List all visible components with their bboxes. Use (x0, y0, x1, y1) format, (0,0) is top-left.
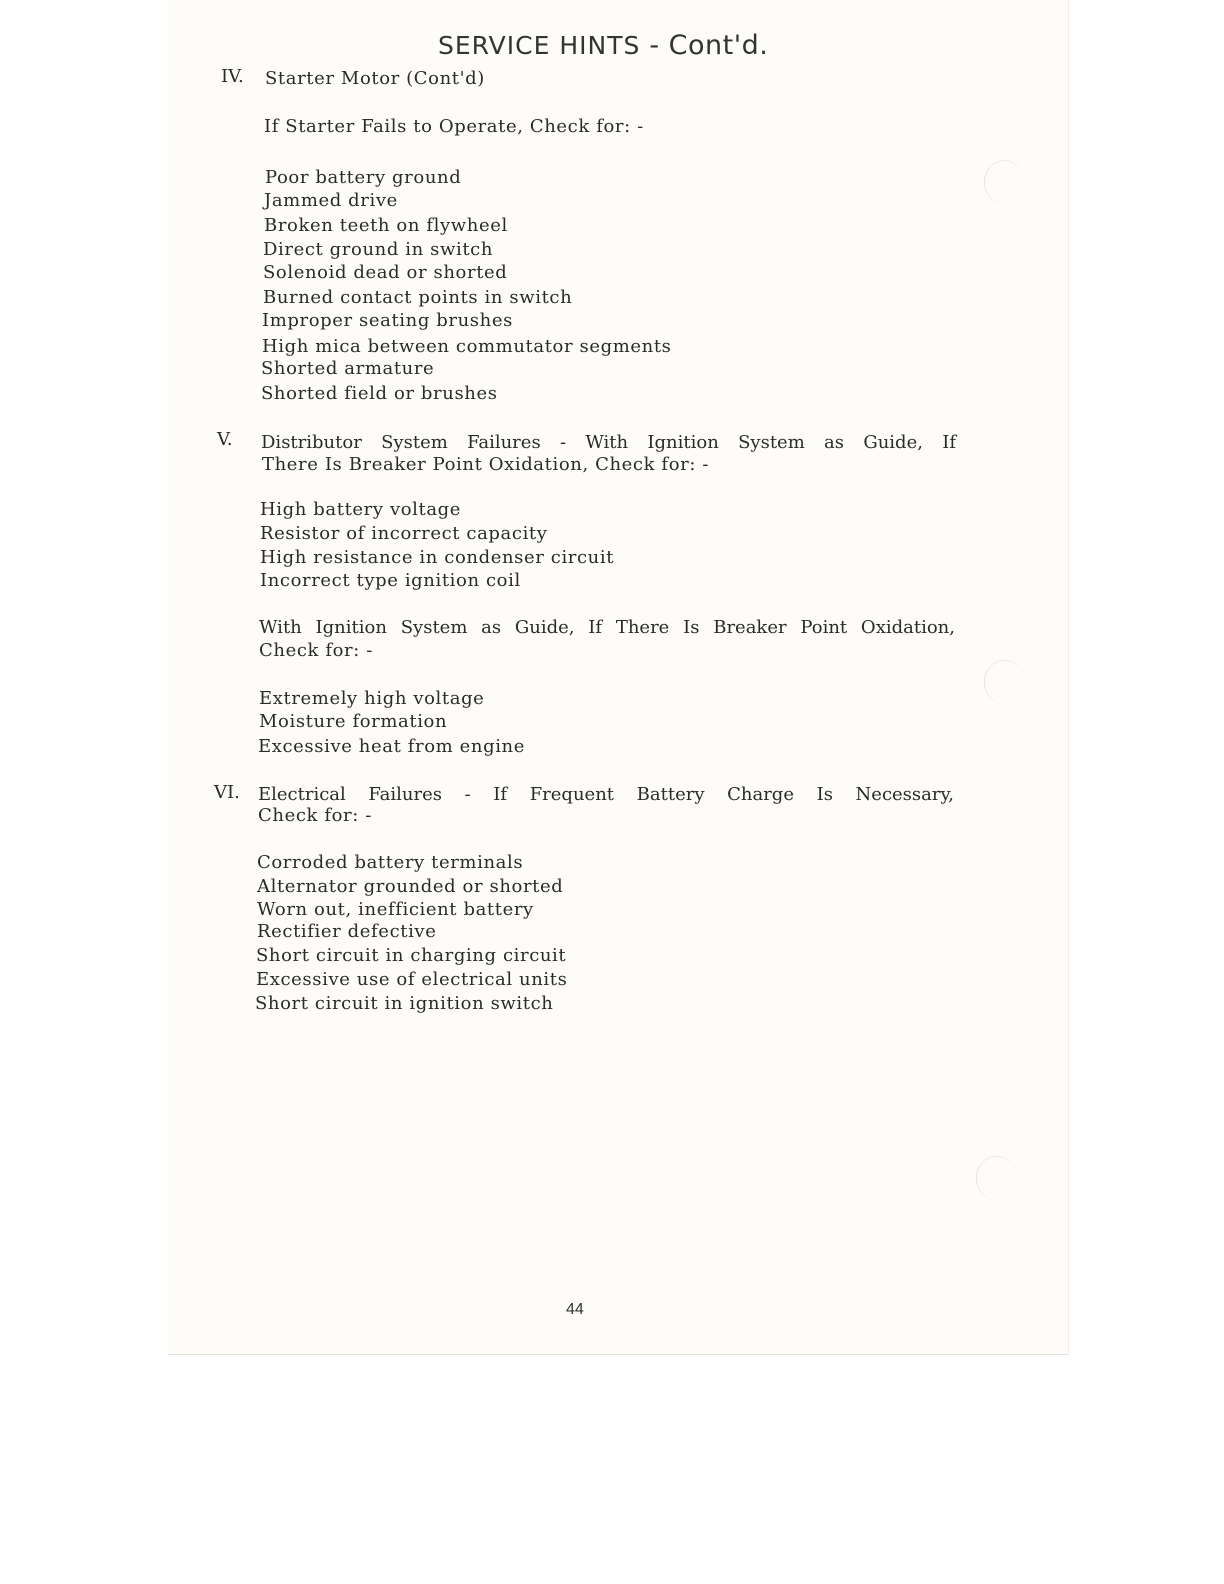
list-item: Rectifier defective (257, 921, 437, 942)
list-item: Short circuit in ignition switch (255, 993, 554, 1014)
section-iv-intro: If Starter Fails to Operate, Check for: - (264, 116, 644, 137)
page-title-continued: - Cont'd. (649, 30, 769, 61)
list-item: Burned contact points in switch (263, 287, 573, 308)
list-item: Short circuit in charging circuit (256, 945, 567, 966)
page-number: 44 (566, 1301, 584, 1318)
section-v-subheading-line1: With Ignition System as Guide, If There Is Breaker Point Oxidation, (259, 617, 955, 638)
section-v-subheading-line2: Check for: - (259, 640, 373, 661)
section-v-heading-line1: Distributor System Failures - With Ignition System as Guide, If (261, 432, 956, 453)
list-item: Alternator grounded or shorted (257, 876, 564, 897)
list-item: High battery voltage (260, 499, 462, 520)
list-item: Shorted armature (261, 358, 435, 379)
section-iv-heading: Starter Motor (Cont'd) (265, 68, 485, 89)
list-item: Excessive use of electrical units (256, 969, 568, 990)
section-vi-numeral: VI. (214, 782, 240, 803)
list-item: Excessive heat from engine (258, 736, 525, 757)
list-item: Incorrect type ignition coil (260, 570, 521, 591)
list-item: High resistance in condenser circuit (260, 547, 615, 568)
list-item: Resistor of incorrect capacity (260, 523, 548, 544)
page-title (438, 30, 768, 61)
list-item: Improper seating brushes (262, 310, 513, 331)
list-item: High mica between commutator segments (262, 336, 672, 357)
list-item: Jammed drive (264, 190, 398, 211)
list-item: Shorted field or brushes (261, 383, 498, 404)
list-item: Direct ground in switch (263, 239, 494, 260)
list-item: Poor battery ground (265, 167, 462, 188)
section-iv-numeral: IV. (221, 66, 244, 87)
list-item: Moisture formation (259, 711, 448, 732)
list-item: Solenoid dead or shorted (263, 262, 508, 283)
list-item: Extremely high voltage (259, 688, 485, 709)
section-v-numeral: V. (217, 429, 233, 450)
section-vi-heading-line2: Check for: - (258, 805, 372, 826)
page-title-main: SERVICE HINTS (438, 31, 641, 60)
list-item: Broken teeth on flywheel (264, 215, 508, 236)
punch-hole-top (984, 160, 1024, 204)
punch-hole-bottom (976, 1156, 1016, 1200)
list-item: Worn out, inefficient battery (257, 899, 534, 920)
punch-hole-middle (984, 660, 1024, 704)
section-v-heading-line2: There Is Breaker Point Oxidation, Check for: - (262, 454, 710, 475)
section-vi-heading-line1: Electrical Failures - If Frequent Battery Charge Is Necessary, (258, 784, 954, 805)
list-item: Corroded battery terminals (257, 852, 524, 873)
